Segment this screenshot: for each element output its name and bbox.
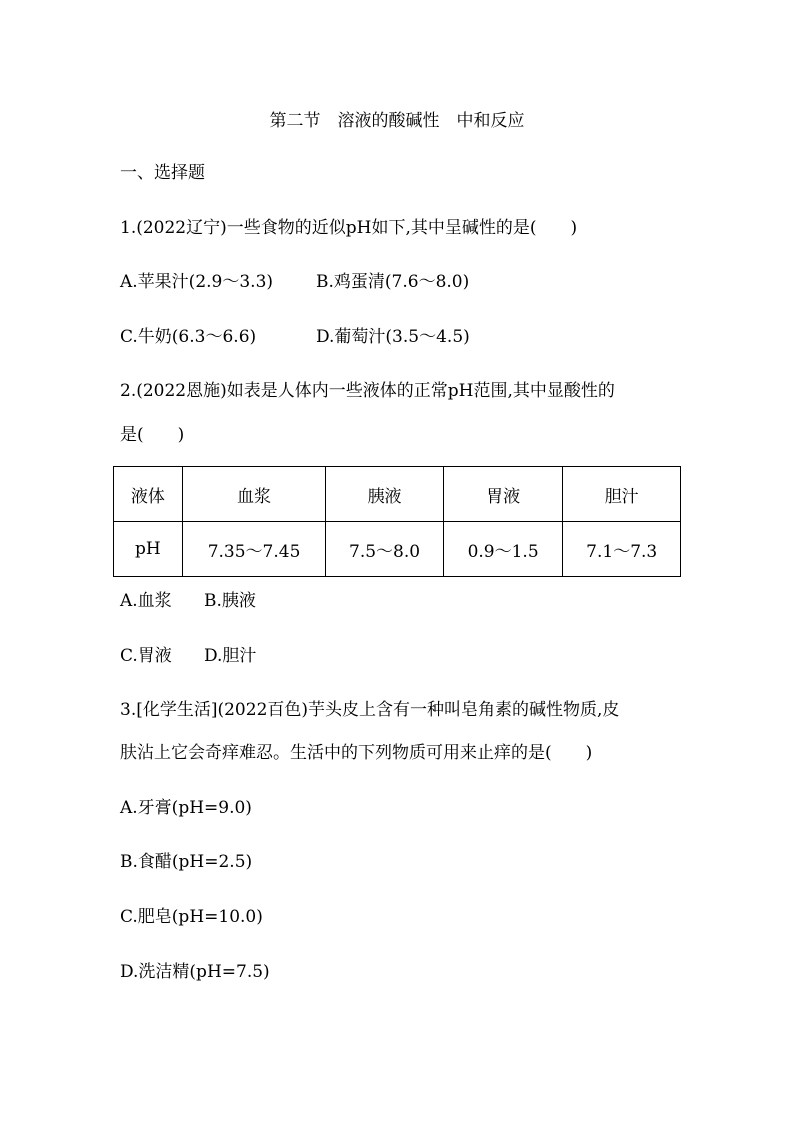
question-2-option-a: A.血浆 [120,591,172,611]
page-title: 第二节 溶液的酸碱性 中和反应 [269,111,525,131]
table-cell: 7.35～7.45 [182,522,325,577]
question-1-option-c: C.牛奶(6.3～6.6) [120,327,257,347]
table-cell: 血浆 [182,467,325,522]
question-3-option-b: B.食醋(pH=2.5) [120,852,253,872]
question-1-options-row-2 [120,325,470,349]
question-1-options-row-1 [120,270,469,294]
table-cell: 胆汁 [563,467,681,522]
table-cell: 液体 [114,467,183,522]
table-cell: 7.1～7.3 [563,522,681,577]
question-1-option-d: D.葡萄汁(3.5～4.5) [316,327,470,347]
table-cell: 0.9～1.5 [443,522,563,577]
table-header-row [114,467,681,522]
table-cell: pH [114,522,183,577]
question-2-option-c: C.胃液 [120,646,172,666]
question-3-option-a: A.牙膏(pH=9.0) [120,798,252,818]
question-2-stem-line-1: 2.(2022恩施)如表是人体内一些液体的正常pH范围,其中显酸性的 [120,381,615,401]
table-row [114,522,681,577]
question-2-options-row-2 [120,644,256,668]
question-1-option-a: A.苹果汁(2.9～3.3) [120,272,274,292]
question-3-stem-line-1: 3.[化学生活](2022百色)芋头皮上含有一种叫皂角素的碱性物质,皮 [120,700,620,720]
table-cell: 胰液 [326,467,444,522]
question-2-options-row-1 [120,589,256,613]
ph-range-table [113,466,681,577]
question-1-stem: 1.(2022辽宁)一些食物的近似pH如下,其中呈碱性的是( ) [120,218,578,238]
table-cell: 7.5～8.0 [326,522,444,577]
question-1-option-b: B.鸡蛋清(7.6～8.0) [316,272,470,292]
section-heading: 一、选择题 [120,163,205,183]
table-cell: 胃液 [443,467,563,522]
question-2-option-b: B.胰液 [204,591,256,611]
question-3-stem-line-2: 肤沾上它会奇痒难忍。生活中的下列物质可用来止痒的是( ) [120,743,593,763]
question-2-stem-line-2: 是( ) [120,425,185,445]
question-3-option-c: C.肥皂(pH=10.0) [120,907,263,927]
question-3-option-d: D.洗洁精(pH=7.5) [120,962,270,982]
question-2-option-d: D.胆汁 [204,646,257,666]
